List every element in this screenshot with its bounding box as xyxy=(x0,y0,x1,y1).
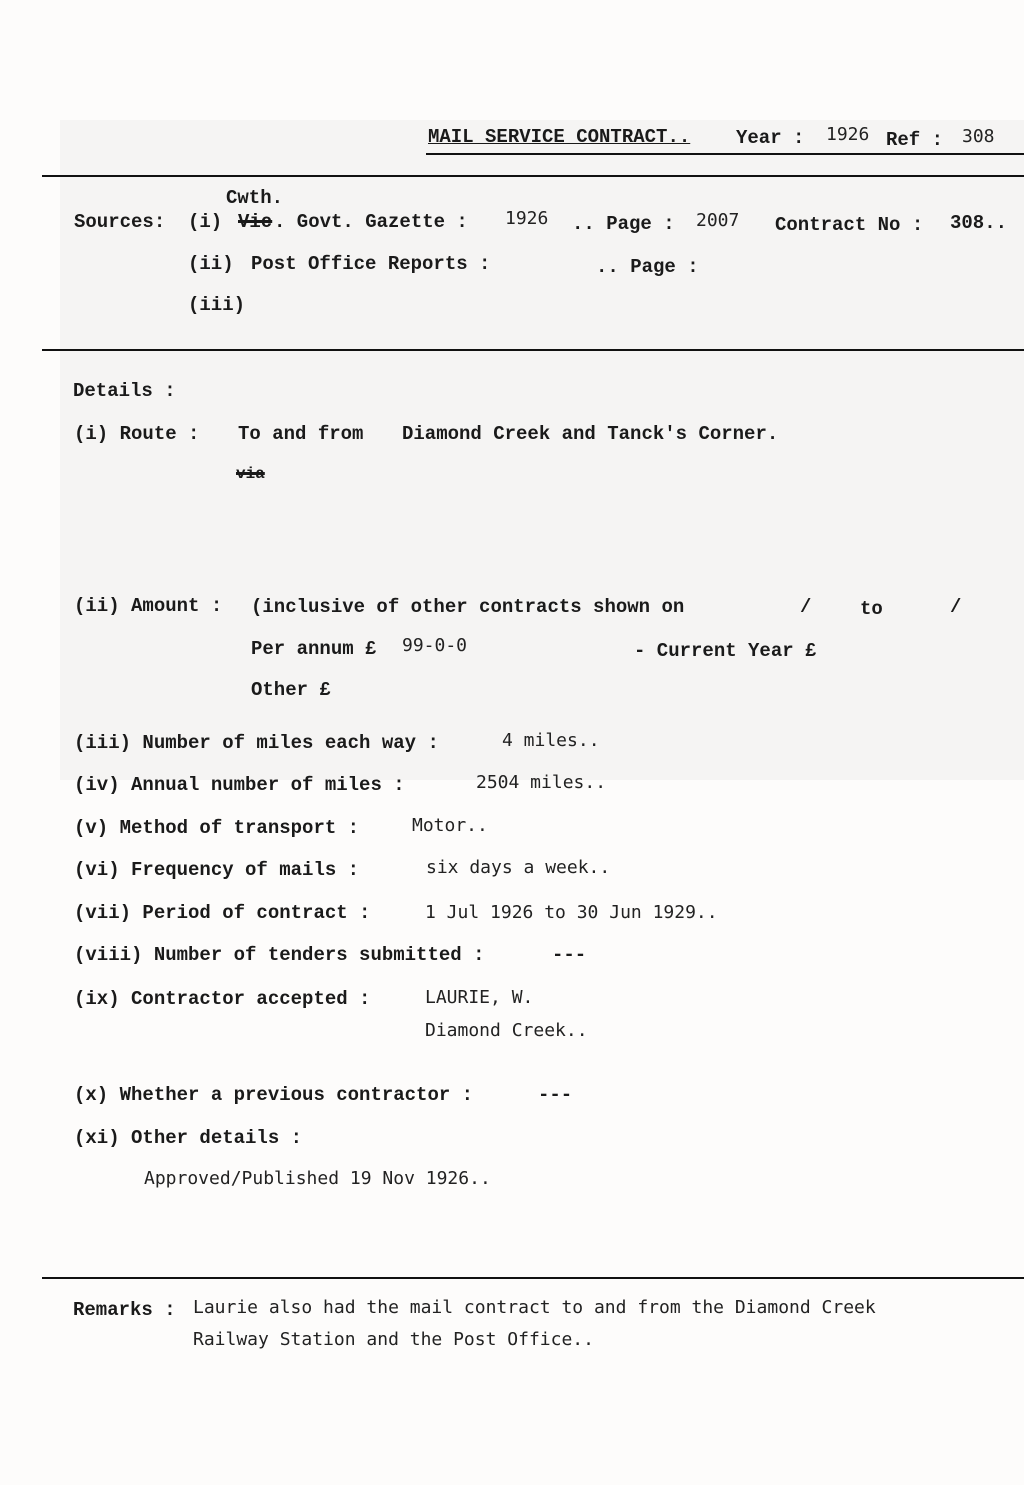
frequency-label: (vi) Frequency of mails : xyxy=(74,859,360,881)
contractor-label: (ix) Contractor accepted : xyxy=(74,988,371,1010)
amount-inclusive: (inclusive of other contracts shown on xyxy=(251,596,685,618)
year-value: 1926 xyxy=(826,124,870,145)
annual-miles-value: 2504 miles.. xyxy=(476,772,607,793)
transport-value: Motor.. xyxy=(412,815,488,836)
tenders-value: --- xyxy=(552,944,587,966)
header-underline xyxy=(426,153,1024,155)
frequency-value: six days a week.. xyxy=(426,857,611,878)
remarks-line-2: Railway Station and the Post Office.. xyxy=(193,1329,594,1350)
cwth-insert: Cwth. xyxy=(226,187,284,209)
source-ii-text: Post Office Reports : xyxy=(251,253,491,275)
route-label: (i) Route : xyxy=(74,423,200,445)
amount-slash-1: / xyxy=(800,596,812,618)
source-ii-number: (ii) xyxy=(188,253,234,275)
ref-label: Ref : xyxy=(886,129,944,151)
previous-contractor-label: (x) Whether a previous contractor : xyxy=(74,1084,474,1106)
tenders-label: (viii) Number of tenders submitted : xyxy=(74,944,485,966)
remarks-label: Remarks : xyxy=(73,1299,176,1321)
source-ii-page-label: .. Page : xyxy=(596,256,699,278)
ref-value: 308 xyxy=(962,126,995,147)
contract-no-label: Contract No : xyxy=(775,214,924,236)
gazette-year: 1926 xyxy=(505,208,549,229)
contractor-address: Diamond Creek.. xyxy=(425,1020,588,1041)
year-label: Year : xyxy=(736,127,805,149)
contract-no-value: 308.. xyxy=(950,212,1008,234)
top-divider xyxy=(42,175,1024,177)
details-label: Details : xyxy=(73,380,176,402)
other-details-label: (xi) Other details : xyxy=(74,1127,303,1149)
sources-divider xyxy=(42,349,1024,351)
amount-label: (ii) Amount : xyxy=(74,595,223,617)
sources-label: Sources: xyxy=(74,211,166,233)
route-struck-via: via xyxy=(236,465,265,483)
miles-each-way-label: (iii) Number of miles each way : xyxy=(74,732,439,754)
other-amount-label: Other £ xyxy=(251,679,331,701)
per-annum-label: Per annum £ xyxy=(251,638,377,660)
source-i-page-label: .. Page : xyxy=(572,213,675,235)
contract-title: MAIL SERVICE CONTRACT.. xyxy=(428,126,691,148)
route-value: Diamond Creek and Tanck's Corner. xyxy=(402,423,779,445)
amount-slash-2: / xyxy=(950,596,962,618)
source-i-number: (i) xyxy=(188,211,223,233)
annual-miles-label: (iv) Annual number of miles : xyxy=(74,774,405,796)
remarks-line-1: Laurie also had the mail contract to and from the Diamond Creek xyxy=(193,1297,876,1318)
remarks-divider xyxy=(42,1277,1024,1279)
period-label: (vii) Period of contract : xyxy=(74,902,371,924)
contractor-name: LAURIE, W. xyxy=(425,987,534,1008)
previous-contractor-value: --- xyxy=(538,1084,573,1106)
route-prefix: To and from xyxy=(238,423,364,445)
current-year-label: - Current Year £ xyxy=(634,640,817,662)
period-value: 1 Jul 1926 to 30 Jun 1929.. xyxy=(425,902,718,923)
amount-to: to xyxy=(860,598,883,620)
source-i-struck: Vic xyxy=(238,211,273,233)
source-i-text: . Govt. Gazette : xyxy=(274,211,468,233)
miles-each-way-value: 4 miles.. xyxy=(502,730,600,751)
source-iii-number: (iii) xyxy=(188,294,246,316)
gazette-page: 2007 xyxy=(696,210,740,231)
per-annum-value: 99-0-0 xyxy=(402,635,468,656)
other-details-value: Approved/Published 19 Nov 1926.. xyxy=(144,1168,491,1189)
transport-label: (v) Method of transport : xyxy=(74,817,360,839)
